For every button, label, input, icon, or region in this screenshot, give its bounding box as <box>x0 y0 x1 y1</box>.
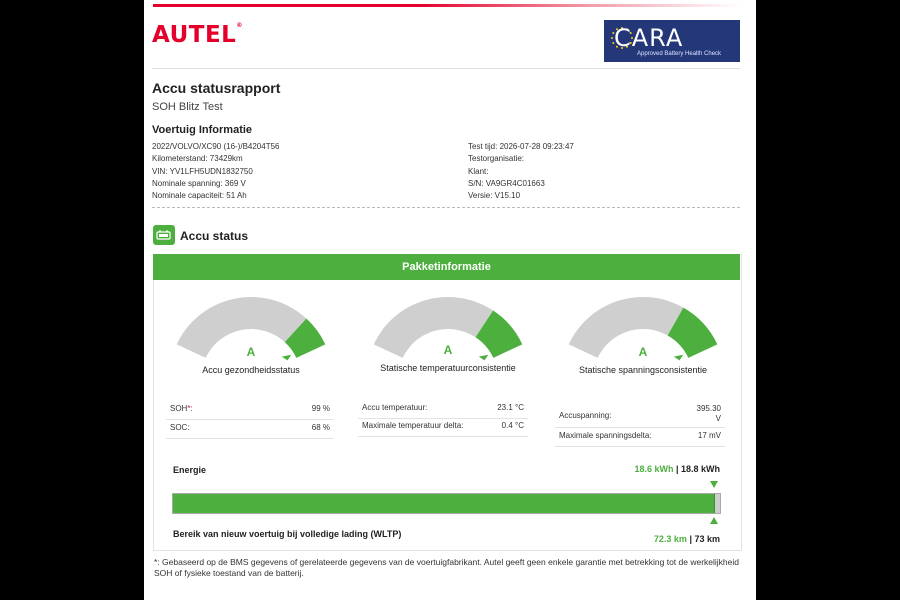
voltage-gauge-label: Statische spanningsconsistentie <box>578 365 708 375</box>
max-voltage-delta-value: 17 mV <box>697 431 721 440</box>
soh-label: SOH*: <box>170 404 193 413</box>
temperature-gauge-grade: A <box>443 343 453 357</box>
max-voltage-delta-label: Maximale spanningsdelta: <box>559 431 652 440</box>
range-value: 72.3 km | 73 km <box>653 534 720 544</box>
energy-bar-fill <box>173 494 715 513</box>
soc-value: 68 % <box>311 423 330 432</box>
top-accent-line <box>153 4 741 7</box>
health-gauge-grade: A <box>246 345 256 359</box>
report-page <box>144 0 756 600</box>
soh-value: 99 % <box>311 404 330 413</box>
max-temperature-delta-label: Maximale temperatuur delta: <box>362 421 464 430</box>
temperature-gauge-label: Statische temperatuurconsistentie <box>380 363 516 373</box>
vehicle-info-heading: Voertuig Informatie <box>152 124 253 136</box>
max-voltage-delta-row <box>555 431 725 447</box>
cara-badge <box>604 20 740 62</box>
cara-title: CARA <box>614 24 684 52</box>
accu-temperature-value: 23.1 °C <box>497 403 524 412</box>
accu-temperature-row <box>358 403 528 419</box>
voltage-gauge-grade: A <box>638 345 648 359</box>
voltage-gauge-track <box>569 297 684 358</box>
soc-label: SOC: <box>170 423 190 432</box>
test-time: Test tijd: 2026-07-28 09:23:47 <box>468 142 574 151</box>
vehicle-info-left <box>152 141 279 202</box>
range-marker-icon <box>710 517 718 524</box>
energy-bar <box>172 493 721 514</box>
max-temperature-delta-row <box>358 421 528 437</box>
customer: Klant: <box>468 166 489 176</box>
accu-voltage-label: Accuspanning: <box>559 411 612 420</box>
vehicle-mileage: Kilometerstand: 73429km <box>152 154 243 164</box>
soh-row <box>166 404 334 420</box>
report-subtitle: SOH Blitz Test <box>152 101 223 113</box>
report-title: Accu statusrapport <box>152 80 281 96</box>
accu-temperature-label: Accu temperatuur: <box>362 403 428 412</box>
temperature-gauge <box>363 294 533 362</box>
vehicle-vin: VIN: YV1LFH5UDN1832750 <box>152 166 253 176</box>
energy-marker-icon <box>710 481 718 488</box>
vehicle-nominal-voltage: Nominale spanning: 369 V <box>152 178 246 188</box>
health-gauge-label: Accu gezondheidsstatus <box>202 365 300 375</box>
software-version: Versie: V15.10 <box>468 191 521 201</box>
max-temperature-delta-value: 0.4 °C <box>501 421 524 430</box>
energy-value: 18.6 kWh | 18.8 kWh <box>634 464 720 474</box>
pack-info-header: Pakketinformatie <box>153 254 740 280</box>
temperature-gauge-track <box>374 297 493 358</box>
voltage-gauge <box>558 294 728 362</box>
range-current: 72.3 km <box>653 534 687 544</box>
battery-icon <box>153 225 175 245</box>
range-label: Bereik van nieuw voertuig bij volledige lading (WLTP) <box>173 529 402 539</box>
energy-label: Energie <box>173 465 207 475</box>
health-gauge <box>166 294 336 362</box>
test-organisation: Testorganisatie: <box>468 154 525 164</box>
accu-status-heading: Accu status <box>180 229 249 243</box>
serial-number: S/N: VA9GR4C01663 <box>468 178 545 188</box>
soc-row <box>166 423 334 439</box>
header-divider <box>152 68 740 69</box>
vehicle-nominal-capacity: Nominale capaciteit: 51 Ah <box>152 191 247 201</box>
energy-current: 18.6 kWh <box>634 464 674 474</box>
cara-subtitle: Approved Battery Health Check <box>637 51 722 57</box>
footnote: *: Gebaseerd op de BMS gegevens of gerelateerde gegevens van de voertuigfabrikant. Autel geeft geen enkele garantie met betrekking tot de werkelijkheid SOH of fysieke toestand van de batterij. <box>154 557 739 578</box>
accu-voltage-value: 395.30 V <box>696 404 721 423</box>
health-gauge-pointer <box>282 355 292 361</box>
accu-voltage-row <box>555 404 725 428</box>
temperature-gauge-pointer <box>479 355 489 361</box>
section-divider <box>152 207 740 208</box>
range-total: 73 km <box>694 534 720 544</box>
voltage-gauge-pointer <box>674 355 684 361</box>
vehicle-model: 2022/VOLVO/XC90 (16-)/B4204T56 <box>152 142 280 151</box>
autel-logo: AUTEL® <box>152 22 243 48</box>
health-gauge-track <box>177 297 307 358</box>
energy-total: 18.8 kWh <box>680 464 720 474</box>
vehicle-info-right <box>468 141 574 202</box>
